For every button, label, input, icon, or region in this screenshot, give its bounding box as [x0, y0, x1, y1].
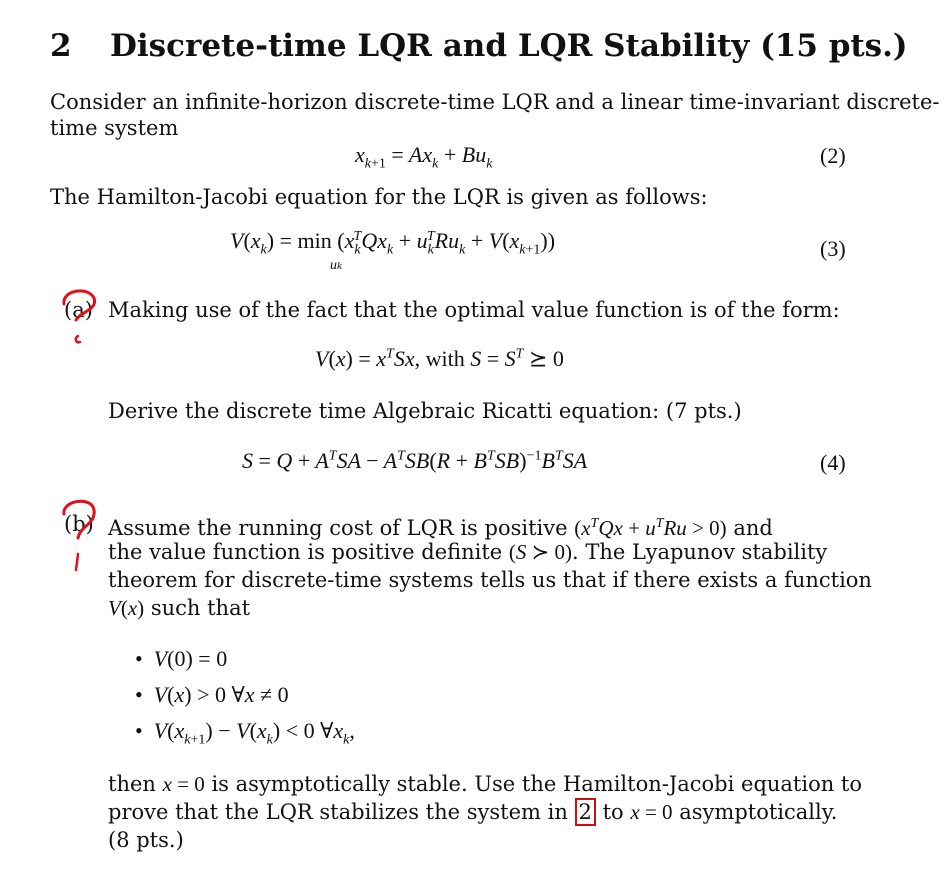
part-a-text: Making use of the fact that the optimal value function is of the form:: [108, 298, 840, 322]
bullet-item-2: • V(x) > 0 ∀x ≠ 0: [135, 682, 289, 707]
equation-2-label: (2): [820, 143, 846, 168]
part-b-points: (8 pts.): [108, 828, 184, 852]
intro-line-1: Consider an infinite-horizon discrete-time LQR and a linear time-invariant discrete-: [50, 90, 940, 114]
part-b-line-4: V(x) such that: [108, 596, 251, 620]
part-b-line-2: the value function is positive definite (S ≻ 0). The Lyapunov stability: [108, 540, 828, 564]
equation-3-label: (3): [820, 236, 846, 261]
equation-3: $V(x_k) = \min (x_k^TQx_k + u_k^TRu_k + V(x_{k+1}))$: [230, 228, 556, 258]
bullet-item-1: • V(0) = 0: [135, 646, 228, 671]
section-title: Discrete-time LQR and LQR Stability (15 pts.): [110, 28, 908, 64]
question-mark-annotation-a: [54, 282, 104, 352]
intro-line-2: time system: [50, 116, 179, 140]
equation-4: $S = Q + A^TSA - A^TSB(R + B^TSB)^{-1}B^TSA$: [242, 448, 588, 473]
part-b-prove: prove that the LQR stabilizes the system in 2 to x = 0 asymptotically.: [108, 800, 838, 824]
question-mark-annotation-b: [56, 494, 106, 574]
part-b-line-3: theorem for discrete-time systems tells us that if there exists a function: [108, 568, 872, 592]
part-b-line-1: Assume the running cost of LQR is positive $(x^TQx + u^TRu > 0)$ and: [108, 516, 773, 540]
equation-3-min-subscript: uk: [330, 258, 342, 273]
part-a-marker: (a): [64, 298, 93, 322]
part-b-marker: (b): [64, 512, 94, 536]
hj-intro: The Hamilton-Jacobi equation for the LQR is given as follows:: [50, 185, 708, 209]
equation-2-reference-link[interactable]: 2: [575, 798, 596, 826]
bullet-item-3: • $V(x_{k+1}) - V(x_k) < 0$ $\forall x_k$,: [135, 718, 355, 748]
section-number: 2: [50, 28, 72, 64]
value-function-form: $V(x) = x^TSx$, with $S = S^T$ ⪰ 0: [315, 346, 564, 371]
part-b-then: then x = 0 is asymptotically stable. Use the Hamilton-Jacobi equation to: [108, 772, 863, 796]
part-a-derive: Derive the discrete time Algebraic Ricatti equation: (7 pts.): [108, 399, 742, 423]
equation-2: $x_{k+1} = Ax_k + Bu_k$: [355, 142, 493, 172]
equation-4-label: (4): [820, 450, 846, 475]
